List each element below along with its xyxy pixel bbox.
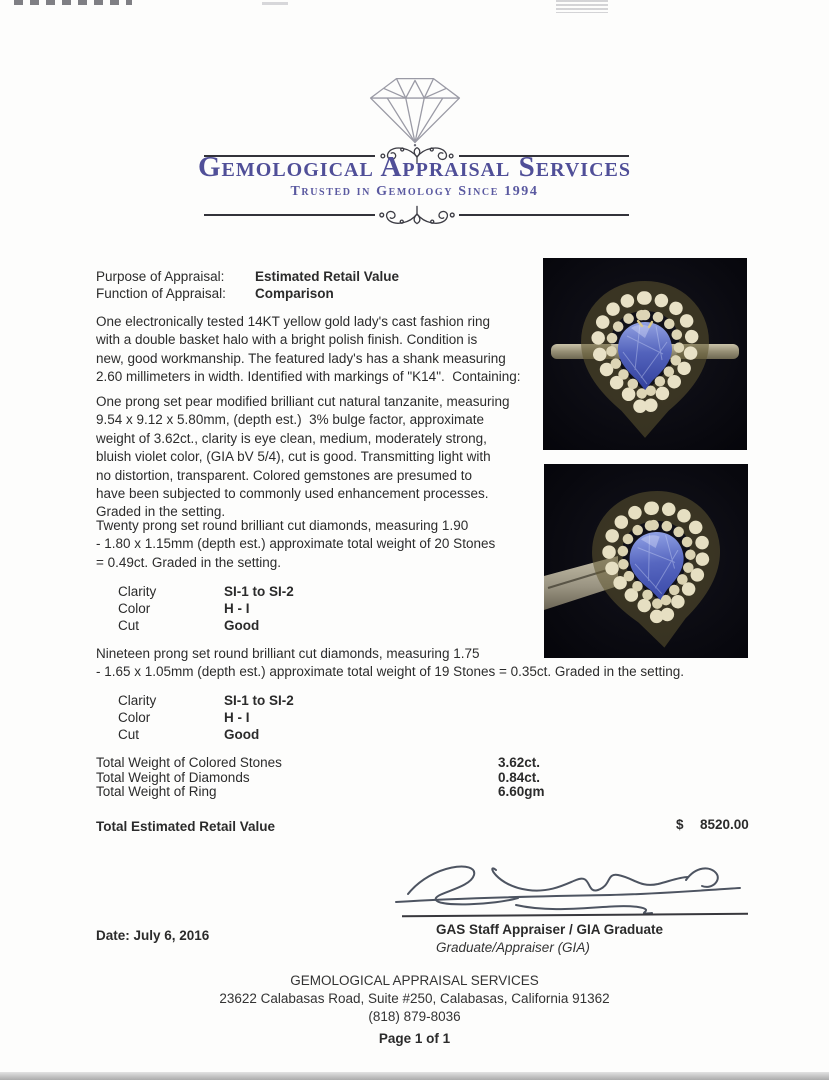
retail-value-amount: 8520.00 — [700, 817, 749, 832]
diamond-grade-table-1 — [118, 583, 294, 634]
text-line: One electronically tested 14KT yellow gold lady's cast fashion ring — [96, 314, 491, 329]
scan-speck — [14, 0, 132, 5]
grade-label: Cut — [118, 618, 140, 633]
appraiser-signature — [390, 860, 746, 920]
total-row — [96, 771, 716, 786]
grade-row — [118, 692, 294, 709]
total-row — [96, 785, 716, 800]
appraiser-title: Graduate/Appraiser (GIA) — [436, 940, 590, 955]
appraisal-date: Date: July 6, 2016 — [96, 928, 210, 943]
weight-totals-table — [96, 756, 716, 800]
grade-label: Clarity — [118, 584, 157, 599]
appraiser-name: GAS Staff Appraiser / GIA Graduate — [436, 922, 664, 937]
retail-value-label: Total Estimated Retail Value — [96, 819, 276, 834]
total-value: 6.60gm — [498, 784, 545, 800]
text-line: 2.60 millimeters in width. Identified with markings of "K14". Containing: — [96, 369, 521, 385]
ring-description-paragraph — [96, 313, 521, 387]
grade-value: H - I — [224, 601, 250, 616]
grade-label: Clarity — [118, 693, 157, 708]
footer-organization: GEMOLOGICAL APPRAISAL SERVICES — [290, 973, 539, 988]
text-line: have been subjected to commonly used enhancement processes. — [96, 486, 489, 502]
grade-value: H - I — [224, 710, 250, 725]
grade-label: Color — [118, 601, 151, 616]
grade-value: SI-1 to SI-2 — [224, 693, 294, 708]
total-label: Total Weight of Ring — [96, 784, 217, 800]
diamond-logo-icon — [358, 74, 472, 148]
text-line: bluish violet color, (GIA bV 5/4), cut is good. Transmitting light with — [96, 449, 491, 465]
function-label: Function of Appraisal: — [96, 286, 226, 301]
purpose-value: Estimated Retail Value — [255, 269, 400, 284]
text-line: One prong set pear modified brilliant cut natural tanzanite, measuring — [96, 394, 510, 409]
text-line: - 1.65 x 1.05mm (depth est.) approximate total weight of 19 Stones = 0.35ct. Graded in the setting. — [96, 664, 684, 680]
purpose-label: Purpose of Appraisal: — [96, 269, 225, 284]
total-row — [96, 756, 716, 771]
brand-title: Gemological Appraisal Services — [198, 151, 631, 183]
grade-row — [118, 726, 294, 743]
text-line: no distortion, transparent. Colored gemstones are presumed to — [96, 467, 472, 483]
ring-photo-top-view — [543, 258, 747, 450]
total-value: 3.62ct. — [498, 755, 541, 770]
ring-photo-angle-view — [544, 464, 748, 658]
text-line: with a double basket halo with a bright polish finish. Condition is — [96, 332, 478, 348]
function-row — [96, 285, 399, 302]
total-label: Total Weight of Diamonds — [96, 769, 250, 785]
page-number: Page 1 of 1 — [378, 1031, 451, 1046]
text-line: 9.54 x 9.12 x 5.80mm, (depth est.) 3% bulge factor, approximate — [96, 412, 484, 428]
total-value: 0.84ct. — [498, 769, 541, 785]
grade-value: Good — [224, 727, 260, 742]
text-line: new, good workmanship. The featured lady's has a shank measuring — [96, 350, 506, 366]
text-line: Graded in the setting. — [96, 504, 226, 520]
text-line: = 0.49ct. Graded in the setting. — [96, 554, 281, 570]
grade-row — [118, 600, 294, 617]
total-label: Total Weight of Colored Stones — [96, 755, 282, 770]
grade-row — [118, 617, 294, 634]
text-line: - 1.80 x 1.15mm (depth est.) approximate total weight of 20 Stones — [96, 536, 496, 552]
grade-label: Cut — [118, 727, 140, 742]
footer-phone: (818) 879-8036 — [368, 1009, 461, 1024]
diamond-grade-table-2 — [118, 692, 294, 743]
diamonds-20-description-paragraph — [96, 517, 495, 572]
grade-value: Good — [224, 618, 260, 633]
purpose-row — [96, 268, 399, 285]
retail-value-currency: $ — [676, 817, 684, 832]
text-line: Twenty prong set round brilliant cut diamonds, measuring 1.90 — [96, 518, 469, 533]
function-value: Comparison — [255, 286, 334, 301]
text-line: Nineteen prong set round brilliant cut diamonds, measuring 1.75 — [96, 646, 480, 661]
scan-speck — [262, 2, 288, 5]
grade-label: Color — [118, 710, 151, 725]
scroll-flourish-icon — [377, 202, 457, 228]
grade-row — [118, 709, 294, 726]
grade-row — [118, 583, 294, 600]
tanzanite-description-paragraph — [96, 393, 509, 522]
grade-value: SI-1 to SI-2 — [224, 584, 294, 599]
footer-address: 23622 Calabasas Road, Suite #250, Calabasas, California 91362 — [219, 991, 610, 1006]
brand-tagline: Trusted in Gemology Since 1994 — [290, 184, 539, 199]
scan-speck — [556, 0, 608, 13]
appraisal-purpose-block — [96, 268, 399, 302]
header-rule-bottom — [204, 202, 629, 228]
text-line: weight of 3.62ct., clarity is eye clean, medium, moderately strong, — [96, 430, 487, 446]
scan-edge-shadow — [0, 1072, 829, 1080]
